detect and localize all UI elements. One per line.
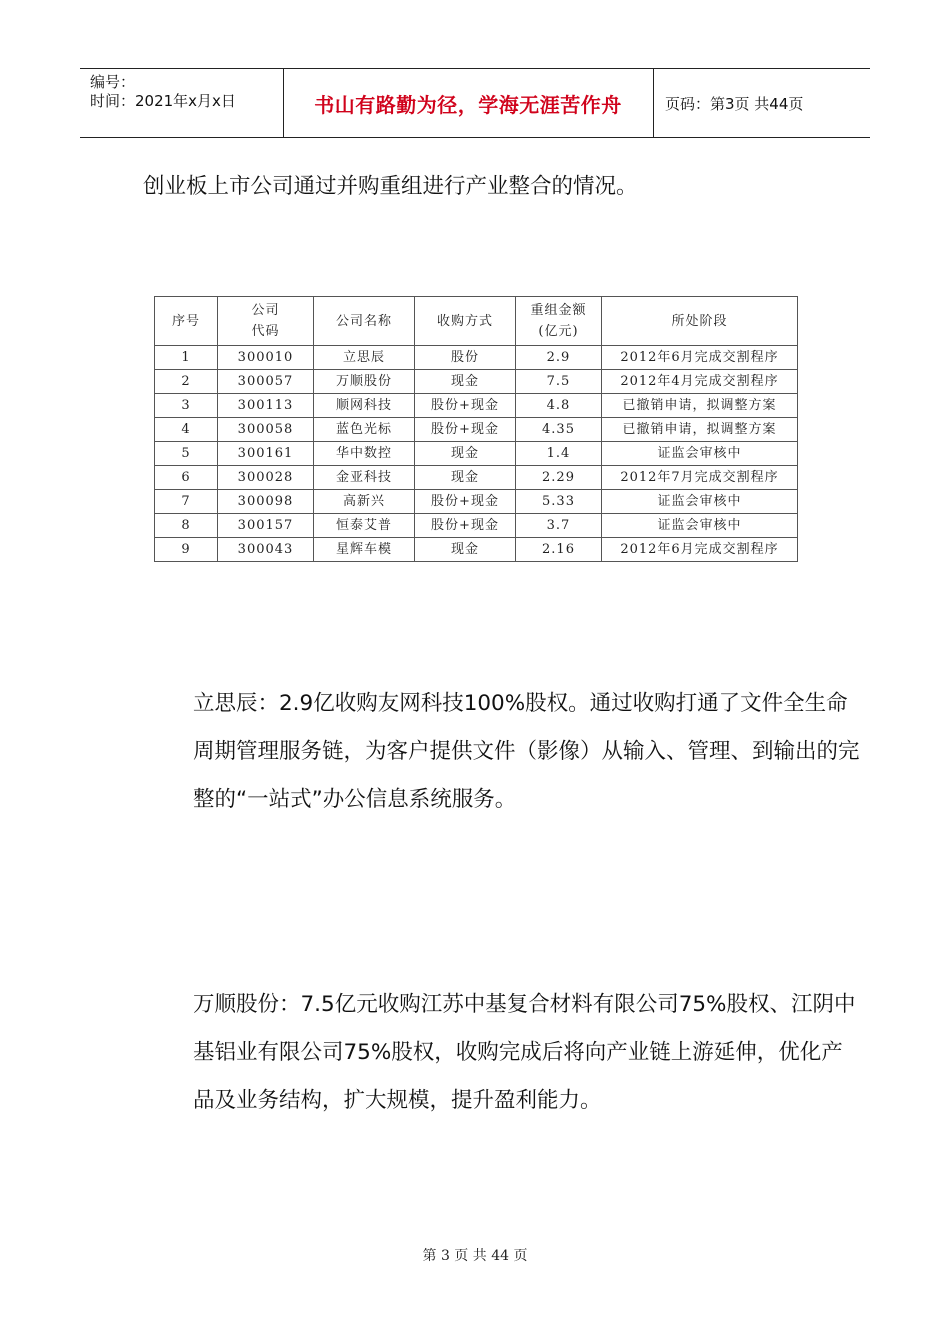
cell-amount: 1.4: [516, 442, 602, 466]
table-row: [155, 394, 798, 418]
cell-amount: 2.29: [516, 466, 602, 490]
table-row: [155, 538, 798, 562]
cell-stage: 证监会审核中: [602, 490, 798, 514]
cell-code: 300098: [218, 490, 314, 514]
cell-amount: 2.9: [516, 346, 602, 370]
cell-method: 股份+现金: [415, 490, 516, 514]
col-header-stage: 所处阶段: [602, 297, 798, 346]
col-header-code-text: 公司 代码: [251, 303, 280, 339]
table-header-row: [155, 297, 798, 346]
cell-index: 7: [155, 490, 218, 514]
cell-method: 股份+现金: [415, 418, 516, 442]
paragraph-lisichen: 立思辰：2.9亿收购友网科技100%股权。通过收购打通了文件全生命周期管理服务链，为客户提供文件（影像）从输入、管理、到输出的完整的“一站式”办公信息系统服务。: [193, 691, 860, 812]
cell-amount: 4.8: [516, 394, 602, 418]
cell-stage: 证监会审核中: [602, 442, 798, 466]
cell-index: 9: [155, 538, 218, 562]
cell-method: 现金: [415, 442, 516, 466]
header-meta: [80, 69, 284, 137]
cell-name: 万顺股份: [314, 370, 415, 394]
cell-stage: 2012年6月完成交割程序: [602, 538, 798, 562]
doc-number-label: 编号：: [90, 73, 136, 91]
table-row: [155, 490, 798, 514]
cell-index: 8: [155, 514, 218, 538]
table-row: [155, 418, 798, 442]
cell-name: 立思辰: [314, 346, 415, 370]
cell-amount: 2.16: [516, 538, 602, 562]
paragraph-wanshun: 万顺股份：7.5亿元收购江苏中基复合材料有限公司75%股权、江阴中基铝业有限公司75%股权，收购完成后将向产业链上游延伸，优化产品及业务结构，扩大规模，提升盈利能力。: [193, 992, 856, 1113]
table-row: [155, 466, 798, 490]
table-row: [155, 442, 798, 466]
doc-time-label: 时间：2021年x月x日: [90, 92, 236, 110]
col-header-code: [218, 297, 314, 346]
cell-method: 现金: [415, 370, 516, 394]
cell-stage: 已撤销申请，拟调整方案: [602, 418, 798, 442]
cell-method: 股份+现金: [415, 394, 516, 418]
cell-code: 300057: [218, 370, 314, 394]
header-motto: 书山有路勤为径，学海无涯苦作舟: [283, 69, 654, 137]
cell-code: 300161: [218, 442, 314, 466]
cell-stage: 已撤销申请，拟调整方案: [602, 394, 798, 418]
cell-code: 300113: [218, 394, 314, 418]
cell-amount: 5.33: [516, 490, 602, 514]
cell-code: 300028: [218, 466, 314, 490]
cell-method: 股份+现金: [415, 514, 516, 538]
col-header-index: 序号: [155, 297, 218, 346]
cell-stage: 2012年6月完成交割程序: [602, 346, 798, 370]
cell-code: 300010: [218, 346, 314, 370]
cell-name: 华中数控: [314, 442, 415, 466]
cell-index: 4: [155, 418, 218, 442]
col-header-amount: [516, 297, 602, 346]
col-header-method: 收购方式: [415, 297, 516, 346]
cell-code: 300043: [218, 538, 314, 562]
cell-name: 高新兴: [314, 490, 415, 514]
cell-index: 6: [155, 466, 218, 490]
cell-index: 3: [155, 394, 218, 418]
cell-method: 现金: [415, 466, 516, 490]
cell-stage: 证监会审核中: [602, 514, 798, 538]
cell-name: 顺网科技: [314, 394, 415, 418]
cell-method: 股份: [415, 346, 516, 370]
cell-code: 300157: [218, 514, 314, 538]
col-header-name: 公司名称: [314, 297, 415, 346]
cell-code: 300058: [218, 418, 314, 442]
page-header: [80, 68, 870, 138]
intro-text: 创业板上市公司通过并购重组进行产业整合的情况。: [143, 174, 638, 199]
cell-index: 2: [155, 370, 218, 394]
cell-amount: 7.5: [516, 370, 602, 394]
cell-name: 恒泰艾普: [314, 514, 415, 538]
table-row: [155, 514, 798, 538]
col-header-amount-text: 重组金额 (亿元): [530, 303, 587, 339]
table-body: [155, 346, 798, 562]
cell-index: 5: [155, 442, 218, 466]
table-row: [155, 370, 798, 394]
cell-stage: 2012年7月完成交割程序: [602, 466, 798, 490]
cell-stage: 2012年4月完成交割程序: [602, 370, 798, 394]
merger-table: [154, 296, 798, 562]
cell-index: 1: [155, 346, 218, 370]
cell-method: 现金: [415, 538, 516, 562]
cell-amount: 3.7: [516, 514, 602, 538]
header-page-info: 页码：第3页 共44页: [665, 94, 804, 113]
cell-amount: 4.35: [516, 418, 602, 442]
cell-name: 金亚科技: [314, 466, 415, 490]
table-row: [155, 346, 798, 370]
cell-name: 星辉车模: [314, 538, 415, 562]
page-footer: 第 3 页 共 44 页: [422, 1248, 528, 1264]
cell-name: 蓝色光标: [314, 418, 415, 442]
